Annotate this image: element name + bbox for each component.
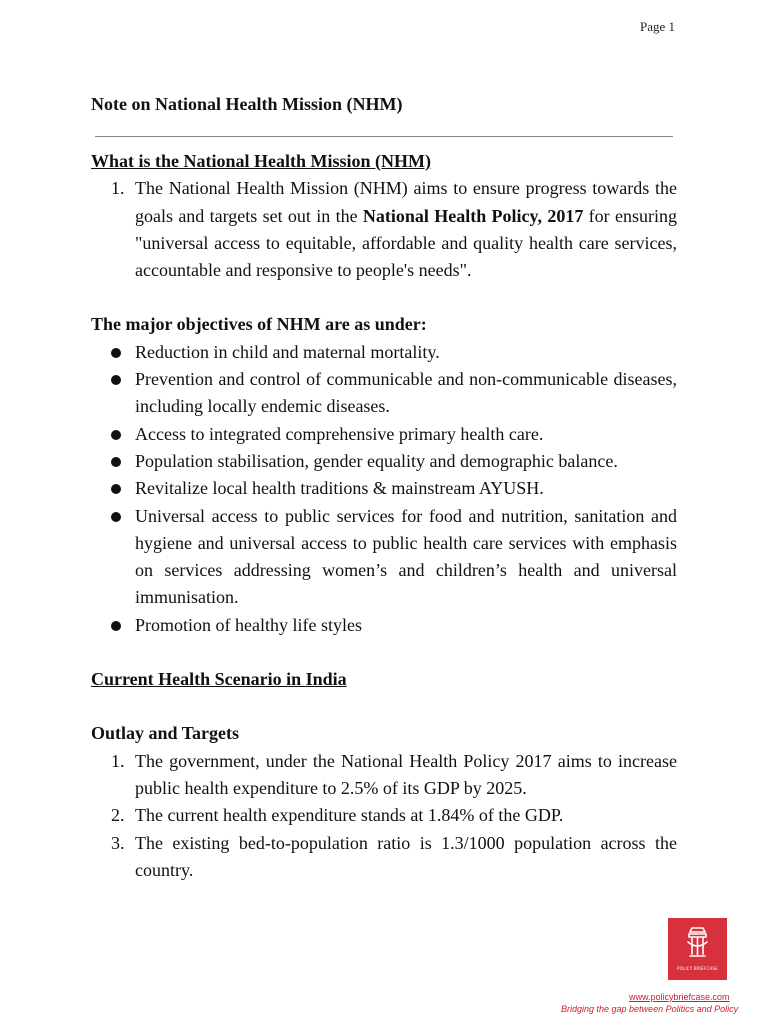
objectives-heading: The major objectives of NHM are as under: [91, 314, 427, 335]
list-number: 1. [111, 750, 125, 771]
bullet-icon [111, 484, 121, 494]
list-number: 2. [111, 805, 125, 826]
bullet-icon [111, 375, 121, 385]
item-text: Reduction in child and maternal mortality. [135, 341, 440, 362]
list-item [91, 421, 677, 448]
page-number: Page 1 [640, 19, 676, 34]
item-text: Prevention and control of communicable and non-communicable diseases, including locally endemic diseases. [135, 369, 677, 417]
item-text-after: for ensuring "universal access to equitable, affordable and quality health care services, accountable and responsive to people's needs". [135, 205, 677, 281]
item-text: Universal access to public services for food and nutrition, sanitation and hygiene and universal access to public health care services with emphasis on services addressing women’s and children’s health and universal immunisation. [135, 505, 677, 608]
document-title: Note on National Health Mission (NHM) [91, 94, 403, 114]
list-item [91, 366, 677, 421]
logo-text: POLICY BRIEFCASE [677, 966, 718, 971]
bullet-icon [111, 348, 121, 358]
section-heading-current-scenario: Current Health Scenario in India [91, 669, 347, 690]
list-item [91, 612, 677, 639]
list-item [91, 748, 677, 803]
item-text: Revitalize local health traditions & mainstream AYUSH. [135, 478, 544, 499]
bullet-icon [111, 512, 121, 522]
item-text: The current health expenditure stands at 1.84% of the GDP. [135, 805, 564, 826]
footer-website-link[interactable]: www.policybriefcase.com [629, 992, 730, 1002]
outlay-list [91, 748, 677, 884]
list-item [91, 802, 677, 829]
list-item [91, 503, 677, 612]
bullet-icon [111, 457, 121, 467]
footer-tagline: Bridging the gap between Politics and Policy [561, 1004, 739, 1014]
document-body [91, 148, 677, 884]
policy-briefcase-logo [668, 918, 727, 980]
list-number: 3. [111, 832, 125, 853]
bullet-icon [111, 621, 121, 631]
objectives-list [91, 339, 677, 639]
item-text: Access to integrated comprehensive primary health care. [135, 423, 544, 444]
list-item [91, 830, 677, 885]
item-text-before: The National Health Mission (NHM) aims to ensure progress towards the goals and targets set out in the [135, 178, 677, 226]
list-item [91, 175, 677, 284]
section-heading-what-is-nhm: What is the National Health Mission (NHM) [91, 151, 431, 171]
briefcase-logo-icon [668, 918, 727, 966]
outlay-heading: Outlay and Targets [91, 723, 240, 744]
title-divider [95, 136, 673, 137]
list-item [91, 475, 677, 502]
item-text: The government, under the National Health Policy 2017 aims to increase public health expenditure to 2.5% of its GDP by 2025. [135, 750, 677, 798]
list-item [91, 339, 677, 366]
nhm-definition-list [91, 175, 677, 284]
bullet-icon [111, 430, 121, 440]
list-number: 1. [111, 178, 125, 199]
item-text-bold: National Health Policy, 2017 [362, 205, 584, 226]
item-text: Promotion of healthy life styles [135, 614, 362, 635]
item-text: The existing bed-to-population ratio is 1.3/1000 population across the country. [135, 832, 677, 880]
list-item [91, 448, 677, 475]
item-text: Population stabilisation, gender equality and demographic balance. [135, 450, 618, 471]
